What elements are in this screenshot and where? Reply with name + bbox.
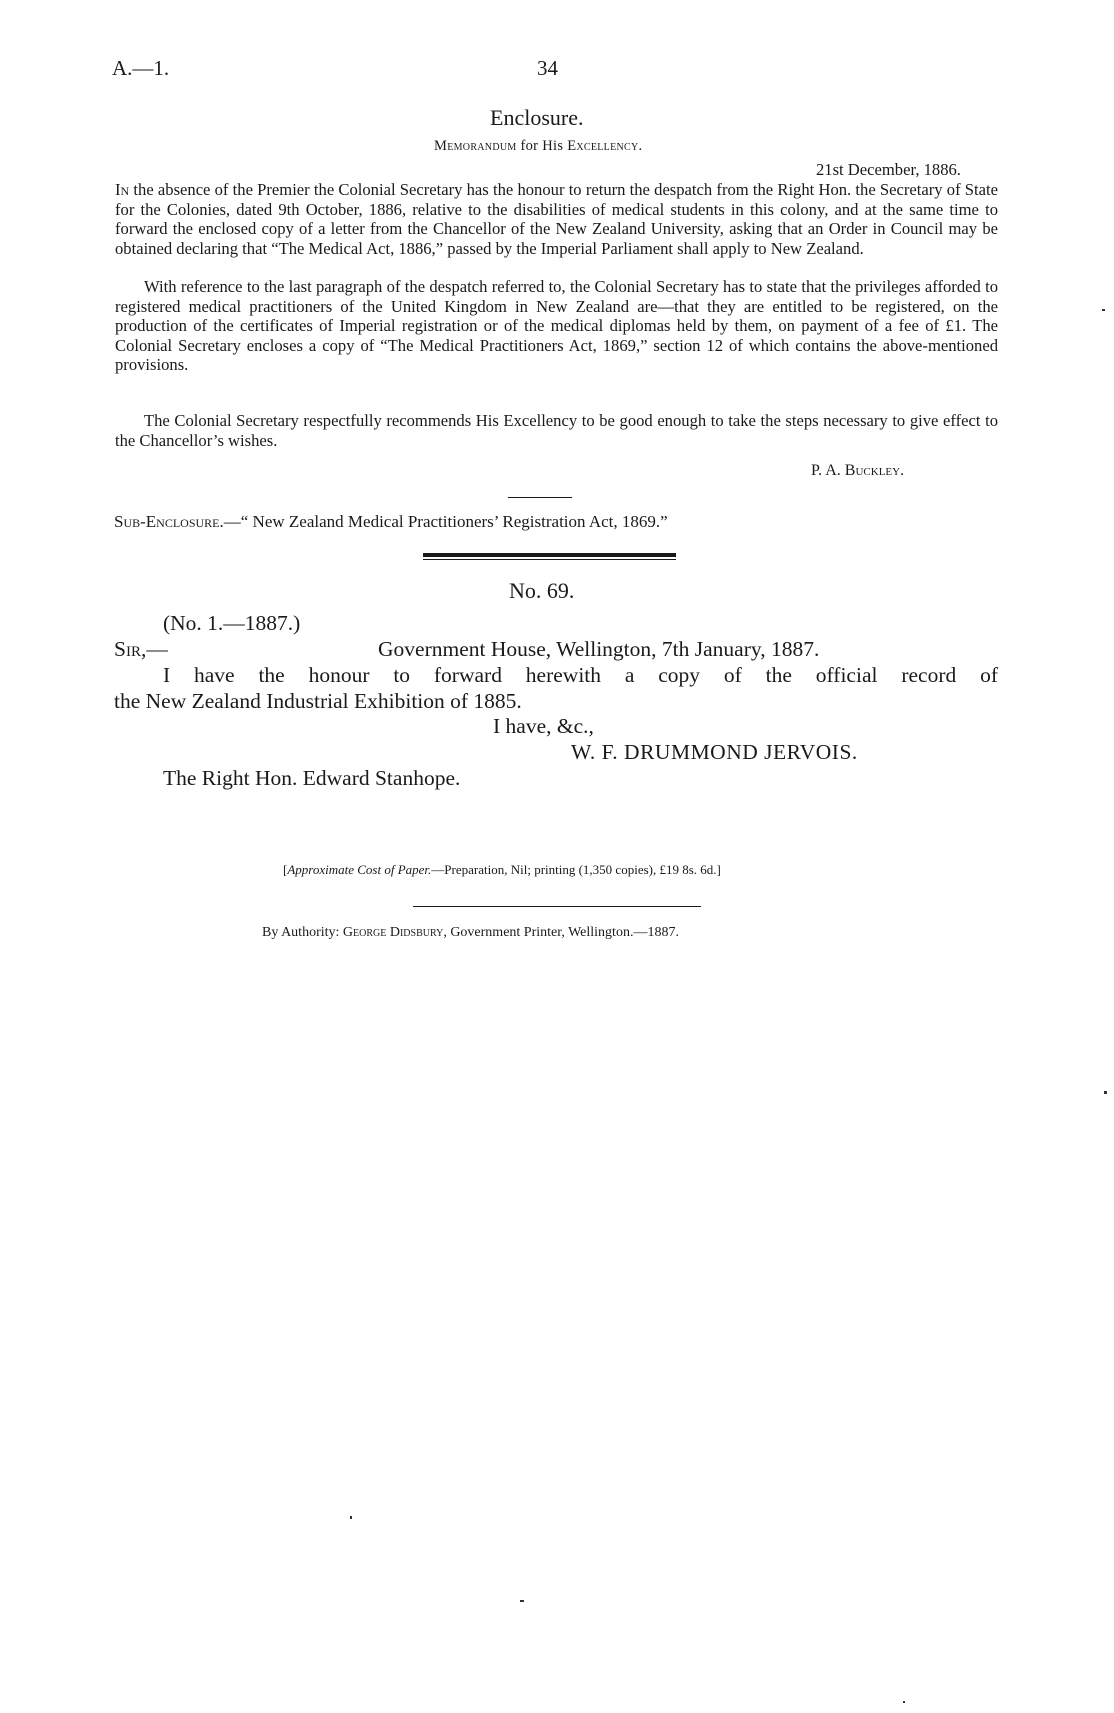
despatch-address: Government House, Wellington, 7th January, 1887. <box>378 637 820 661</box>
cost-details: —Preparation, Nil; printing (1,350 copies), £19 8s. 6d.] <box>431 862 721 877</box>
memorandum-word: Memorandum <box>434 138 517 154</box>
scan-speck <box>1102 309 1105 311</box>
signature-initials: P. A. <box>811 462 845 479</box>
despatch-reference: (No. 1.—1887.) <box>163 611 301 635</box>
cost-label: Approximate Cost of Paper. <box>287 862 432 877</box>
scan-speck <box>903 1701 905 1703</box>
page-header-left: A.—1. <box>112 56 170 80</box>
section-rule-thin <box>423 559 676 560</box>
despatch-number: No. 69. <box>509 578 575 603</box>
despatch-body-line-2: the New Zealand Industrial Exhibition of 1885. <box>114 689 522 713</box>
memorandum-date: 21st December, 1886. <box>816 160 961 179</box>
despatch-body-line-1: I have the honour to forward herewith a copy of the official record of <box>163 663 998 687</box>
memorandum-heading <box>434 138 642 155</box>
memo-paragraph-3-text: The Colonial Secretary respectfully recommends His Excellency to be good enough to take the steps necessary to give effect to the Chancellor’s wishes. <box>115 411 998 450</box>
sub-enclosure-text: —“ New Zealand Medical Practitioners’ Registration Act, 1869.” <box>223 512 668 531</box>
despatch-addressee: The Right Hon. Edward Stanhope. <box>163 766 461 790</box>
despatch-salutation: Sir,— <box>114 637 168 661</box>
section-rule-thick <box>423 553 676 557</box>
scan-speck <box>520 1600 524 1602</box>
memorandum-mid: for His <box>516 138 568 154</box>
scan-speck <box>1104 1091 1107 1094</box>
printer-imprint <box>262 925 679 941</box>
cost-note <box>283 862 721 878</box>
despatch-closing: I have, &c., <box>493 714 594 738</box>
cost-bracket: [ <box>283 862 288 877</box>
memo-paragraph-2-text: With reference to the last paragraph of the despatch referred to, the Colonial Secretary has to state that the privileges afforded to registered medical practitioners of the United Kingdom in New Zealand are—that they are entitled to be registered, on the production of the certificates of Imperial registration or of the medical diplomas held by them, on payment of a fee of £1. The Colonial Secretary encloses a copy of “The Medical Practitioners Act, 1869,” section 12 of which contains the above-mentioned provisions. <box>115 277 998 374</box>
page-number: 34 <box>537 56 558 80</box>
scan-speck <box>350 1516 352 1519</box>
memo-paragraph-1-text: the absence of the Premier the Colonial Secretary has the honour to return the despatch from the Right Hon. the Secretary of State for the Colonies, dated 9th October, 1886, relative to the disabilities of medical students in this colony, and at the same time to forward the enclosed copy of a letter from the Chancellor of the New Zealand University, asking that an Order in Council may be obtained declaring that “The Medical Act, 1886,” passed by the Imperial Parliament shall apply to New Zealand. <box>115 180 998 258</box>
authority-prefix: By Authority: <box>262 925 343 940</box>
memo-signature <box>811 462 904 480</box>
memo-paragraph-2 <box>115 277 998 375</box>
printer-name: George Didsbury <box>342 925 444 940</box>
sub-enclosure-line <box>114 512 668 532</box>
drop-word: In <box>115 180 130 199</box>
authority-suffix: , Government Printer, Wellington.—1887. <box>443 925 679 940</box>
short-divider <box>508 497 572 498</box>
sub-enclosure-label: Sub-Enclosure. <box>114 512 224 531</box>
signature-surname: Buckley. <box>844 462 905 479</box>
memo-paragraph-1 <box>115 180 998 258</box>
excellency-word: Excellency. <box>567 138 643 154</box>
enclosure-title: Enclosure. <box>490 105 584 130</box>
memo-paragraph-3 <box>115 411 998 450</box>
despatch-signature: W. F. DRUMMOND JERVOIS. <box>571 740 858 764</box>
footer-rule <box>413 906 701 907</box>
